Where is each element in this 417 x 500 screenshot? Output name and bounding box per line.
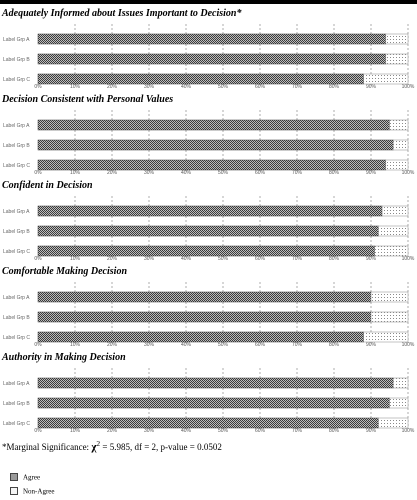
legend-item-agree (10, 473, 40, 481)
x-tick-label: 20% (106, 170, 118, 176)
x-tick-label: 30% (143, 84, 155, 90)
legend-label-agree: Agree (23, 473, 41, 482)
footnote-prefix: *Marginal Significance: (2, 442, 92, 452)
x-tick-label: 100% (401, 256, 415, 262)
x-tick-label: 100% (401, 428, 415, 434)
category-label: Label Grp C (3, 335, 30, 341)
x-tick-label: 80% (328, 342, 340, 348)
bar-agree (38, 54, 386, 64)
chart-panel-3 (2, 180, 415, 262)
legend-item-non-agree (10, 487, 55, 495)
significance-footnote (2, 439, 222, 453)
x-tick-label: 90% (365, 84, 377, 90)
bar-non-agree (393, 378, 408, 388)
bar-non-agree (386, 34, 408, 44)
x-tick-label: 60% (254, 170, 266, 176)
x-tick-label: 30% (143, 342, 155, 348)
x-tick-label: 40% (180, 428, 192, 434)
x-tick-label: 50% (217, 342, 229, 348)
bar-agree (38, 120, 390, 130)
x-tick-label: 50% (217, 84, 229, 90)
x-tick-label: 0% (34, 256, 42, 262)
category-label: Label Grp A (3, 295, 30, 301)
x-tick-label: 90% (365, 170, 377, 176)
x-tick-label: 70% (291, 84, 303, 90)
x-tick-label: 20% (106, 428, 118, 434)
category-label: Label Grp B (3, 57, 30, 63)
chart-title: Comfortable Making Decision (2, 266, 128, 277)
category-label: Label Grp C (3, 77, 30, 83)
legend-label-non-agree: Non-Agree (23, 487, 55, 496)
bar-agree (38, 226, 378, 236)
footnote-statistics: = 5.985, df = 2, p-value = 0.0502 (100, 442, 222, 452)
category-label: Label Grp A (3, 209, 30, 215)
category-label: Label Grp C (3, 163, 30, 169)
x-tick-label: 100% (401, 342, 415, 348)
chart-title: Authority in Making Decision (2, 352, 126, 363)
bar-non-agree (371, 312, 408, 322)
chi-symbol: χ (91, 441, 97, 453)
category-label: Label Grp C (3, 421, 30, 427)
bar-agree (38, 378, 393, 388)
category-label: Label Grp A (3, 123, 30, 129)
chart-panel-4 (2, 266, 415, 348)
chart-title: Adequately Informed about Issues Important to Decision* (2, 8, 242, 19)
legend-swatch-agree (10, 473, 18, 481)
x-tick-label: 0% (34, 342, 42, 348)
x-tick-label: 90% (365, 428, 377, 434)
bar-agree (38, 34, 386, 44)
bar-agree (38, 398, 390, 408)
category-label: Label Grp C (3, 249, 30, 255)
bar-agree (38, 312, 371, 322)
x-tick-label: 10% (69, 342, 81, 348)
x-tick-label: 30% (143, 428, 155, 434)
x-tick-label: 0% (34, 84, 42, 90)
x-tick-label: 60% (254, 84, 266, 90)
x-tick-label: 0% (34, 428, 42, 434)
x-tick-label: 50% (217, 170, 229, 176)
x-tick-label: 70% (291, 170, 303, 176)
bar-agree (38, 246, 375, 256)
bar-agree (38, 418, 378, 428)
category-label: Label Grp B (3, 229, 30, 235)
x-tick-label: 80% (328, 84, 340, 90)
category-label: Label Grp A (3, 381, 30, 387)
bar-non-agree (371, 292, 408, 302)
chart-panel-1 (1, 8, 415, 90)
bar-agree (38, 140, 393, 150)
category-label: Label Grp B (3, 401, 30, 407)
x-tick-label: 60% (254, 256, 266, 262)
x-tick-label: 0% (34, 170, 42, 176)
bar-non-agree (386, 54, 408, 64)
bar-agree (38, 292, 371, 302)
category-label: Label Grp B (3, 143, 30, 149)
x-tick-label: 90% (365, 342, 377, 348)
x-tick-label: 10% (69, 428, 81, 434)
x-tick-label: 20% (106, 256, 118, 262)
x-tick-label: 80% (328, 256, 340, 262)
x-tick-label: 40% (180, 342, 192, 348)
bar-agree (38, 160, 386, 170)
x-tick-label: 70% (291, 342, 303, 348)
bar-non-agree (390, 398, 409, 408)
bar-non-agree (364, 332, 408, 342)
bar-agree (38, 206, 382, 216)
category-label: Label Grp B (3, 315, 30, 321)
x-tick-label: 30% (143, 170, 155, 176)
bar-non-agree (386, 160, 408, 170)
bar-non-agree (378, 418, 408, 428)
x-tick-label: 50% (217, 256, 229, 262)
chi-superscript: 2 (96, 439, 101, 448)
x-tick-label: 10% (69, 256, 81, 262)
x-tick-label: 40% (180, 170, 192, 176)
chart-panel-2 (1, 94, 415, 176)
bar-non-agree (375, 246, 408, 256)
x-tick-label: 50% (217, 428, 229, 434)
x-tick-label: 90% (365, 256, 377, 262)
x-tick-label: 60% (254, 342, 266, 348)
x-tick-label: 100% (401, 84, 415, 90)
x-tick-label: 70% (291, 256, 303, 262)
legend-swatch-non-agree (10, 487, 18, 495)
x-tick-label: 20% (106, 342, 118, 348)
bar-agree (38, 332, 364, 342)
x-tick-label: 10% (69, 170, 81, 176)
x-tick-label: 80% (328, 428, 340, 434)
x-tick-label: 40% (180, 256, 192, 262)
category-label: Label Grp A (3, 37, 30, 43)
x-tick-label: 80% (328, 170, 340, 176)
chart-title: Decision Consistent with Personal Values (2, 94, 174, 105)
bar-agree (38, 74, 364, 84)
x-tick-label: 30% (143, 256, 155, 262)
chart-panel-5 (1, 352, 415, 434)
bar-non-agree (390, 120, 409, 130)
x-tick-label: 100% (401, 170, 415, 176)
x-tick-label: 60% (254, 428, 266, 434)
x-tick-label: 20% (106, 84, 118, 90)
bar-non-agree (382, 206, 408, 216)
bar-non-agree (364, 74, 408, 84)
x-tick-label: 10% (69, 84, 81, 90)
x-tick-label: 70% (291, 428, 303, 434)
bar-non-agree (393, 140, 408, 150)
chart-title: Confident in Decision (2, 180, 93, 191)
x-tick-label: 40% (180, 84, 192, 90)
bar-non-agree (378, 226, 408, 236)
